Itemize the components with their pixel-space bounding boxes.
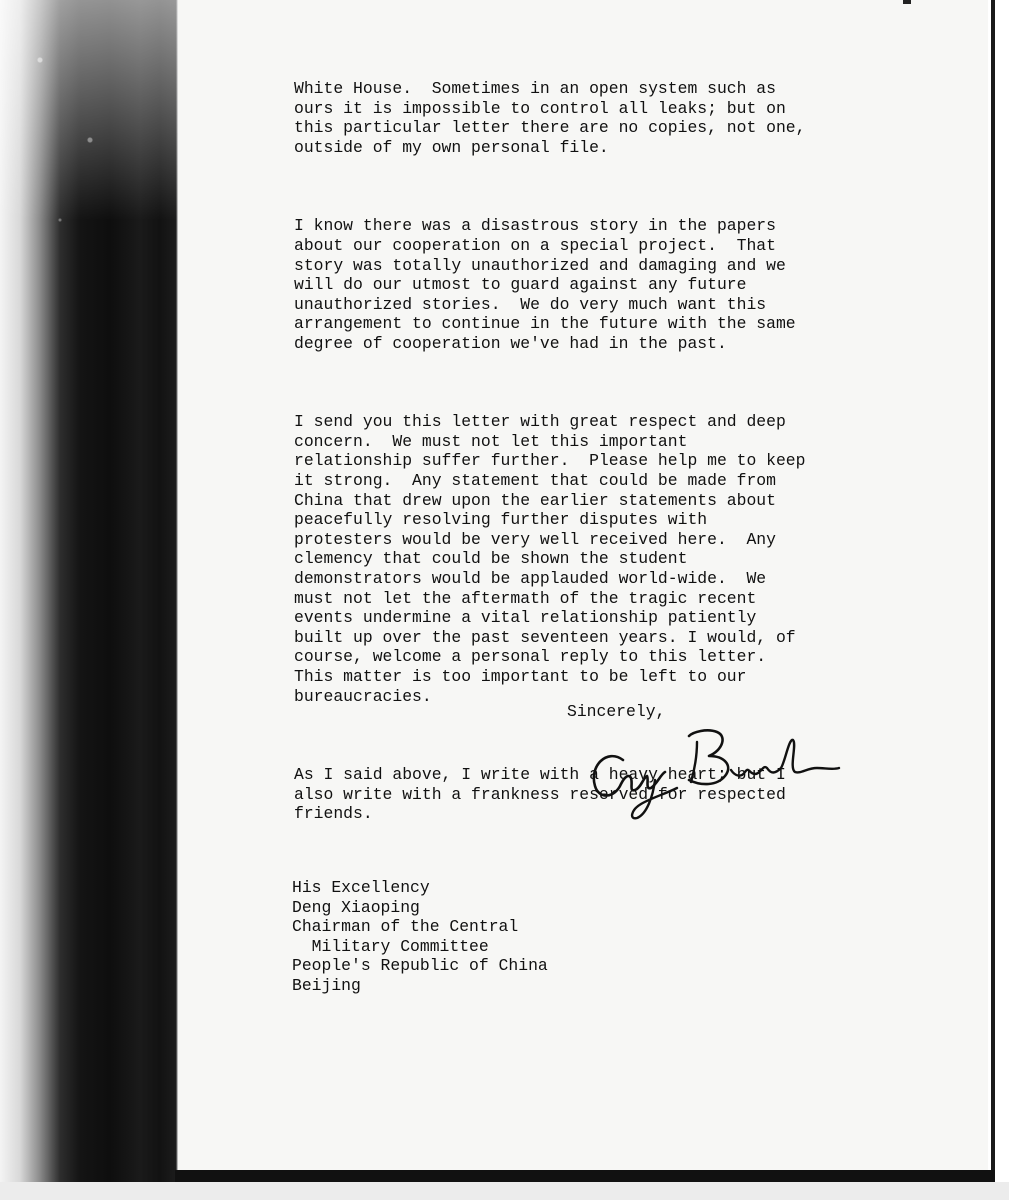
recipient-country: People's Republic of China [292,956,548,976]
paragraph-leaks: White House. Sometimes in an open system such as ours it is impossible to control all leaks; but on this particular letter there are no copies, not one, outside of my own personal file. [294,79,806,157]
page-mark [903,0,911,4]
recipient-name: Deng Xiaoping [292,897,420,917]
paragraph-disastrous-story: I know there was a disastrous story in the papers about our cooperation on a special project. That story was totally unauthorized and damaging and we will do our utmost to guard against any future unauthorized stories. We do very much want this arrangement to continue in the future with the same degree of cooperation we've had in the past. [294,216,796,353]
closing-salutation: Sincerely, [567,702,666,721]
page-right-edge [991,0,995,1175]
scan-bottom-margin [0,1182,1009,1200]
recipient-city: Beijing [292,975,361,995]
recipient-address [292,878,548,996]
scanner-shadow-fade [0,0,180,220]
recipient-position-cont: Military Committee [292,936,489,956]
recipient-position: Chairman of the Central [292,917,519,937]
handwritten-signature [585,718,845,823]
recipient-title: His Excellency [292,878,430,897]
paragraph-respect-concern: I send you this letter with great respect and deep concern. We must not let this important relationship suffer further. Please help me to keep it strong. Any statement that could be made from China that drew upon the earlier statements about peacefully resolving further disputes with protesters would be very well received here. Any clemency that could be shown the student demonstrators would be applauded world-wide. We must not let the aftermath of the tragic recent events undermine a vital relationship patiently built up over the past seventeen years. I would, of course, welcome a personal reply to this letter. This matter is too important to be left to our bureaucracies. [294,412,806,706]
page-bottom-edge [175,1170,995,1182]
paragraph-heavy-heart: As I said above, I write with a heavy heart; but I also write with a frankness reserved for respected friends. [294,764,786,824]
